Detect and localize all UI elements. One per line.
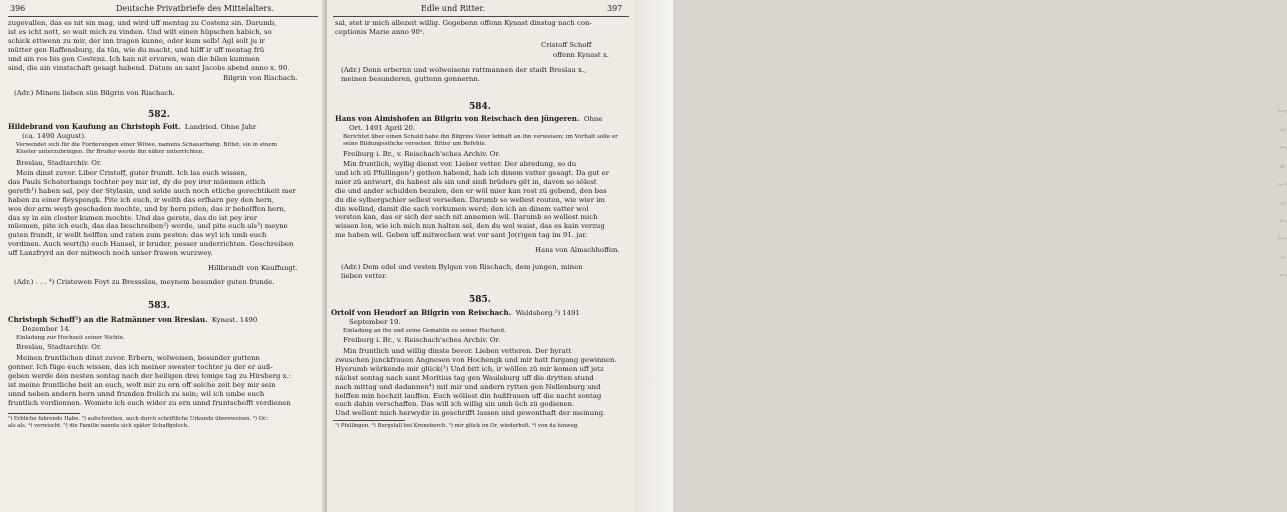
right-header-rule <box>333 16 629 17</box>
right-intro-text: sal, stet ir mich allezeit willig. Gegebenn offenn Kynast dinstag nach con- ceptionis Marie anno 90ᵒ. <box>335 19 592 36</box>
bleed-through-text: ʃ ꝛ ſ ꞩ ʃ ꝛ ſ ʃ ꝛ ſ <box>1277 110 1287 280</box>
letter-582-date: (ca. 1490 August). <box>22 132 87 140</box>
letter-584-source: Freiburg i. Br., v. Reischach'sches Archiv. Or. <box>343 150 501 158</box>
right-running-head: Edle und Ritter. <box>421 4 485 13</box>
left-running-head: Deutsche Privatbriefe des Mittelalters. <box>116 4 275 13</box>
letter-585-summary: Einladung an ihn und seine Gemahlin zu seiner Hochzeit. <box>343 328 507 334</box>
letter-582-number: 582. <box>148 110 170 120</box>
right-page <box>327 0 673 512</box>
letter-582-heading: Hildebrand von Kaufung an Christoph Foit. Landried. Ohne Jahr <box>8 122 257 131</box>
letter-582-summary: Verwendet sich für die Forderungen einer Witwe, namens Schauerbang. Bittet, sie in einem Kloster unterzubringen. Ihr Bruder werde ihn näher unterrichten. <box>16 142 278 156</box>
letter-584-date: Ort. 1491 April 20. <box>349 124 416 132</box>
letter-583-number: 583. <box>148 301 170 311</box>
letter-582-source: Breslau, Stadtarchiv. Or. <box>16 159 102 167</box>
letter-583-source: Breslau, Stadtarchiv. Or. <box>16 343 102 351</box>
letter-584-signature: Hans von Almschhoffen. <box>535 246 620 254</box>
right-intro-signature-place: offenn Kynast x. <box>553 51 609 59</box>
letter-584-address: (Adr.) Dem edel und vesten Bylgen von Rischach, dem jungen, minen lieben vetter. <box>341 263 583 280</box>
letter-583-heading: Christoph Schoff⁵) an die Ratmänner von Breslau. Kynast. 1490 <box>8 315 258 324</box>
letter-583-date: Dezember 14. <box>22 325 71 333</box>
left-intro-text: zugevallen, das es nit sin mag, und wird uff mentag zu Costenz sin. Darumb, ist es icht nott, so wait mich zu vinden. Und wilt einen hüpschen habich, so schick ettwenn zu mir, der inn tragen kunne, oder kum selb! Agl solt ju ir mütter gen Raffensburg, da tün, wie du macht, und hilff ir uff mentag frü und ain ros bis gen Costenz. Ich kan nit ervaren, wan die bilen kummen sind, die ain vinstschaft gesagt habend. Datum an sant Jacobs abend anno x. 90. <box>8 19 290 72</box>
right-margin-bleed <box>634 0 1287 512</box>
left-page <box>0 0 327 512</box>
right-page-number: 397 <box>607 4 623 13</box>
letter-585-source: Freiburg i. Br., v. Reischach'sches Archiv. Or. <box>343 336 501 344</box>
letter-584-summary: Berichtet über einen Schuld habe ihn Bilgrins Vater lebhaft an ihn verweisen; im Vorhalt solle er seine Bildungsstücke versehen. Bitter um Befehle. <box>343 134 618 148</box>
left-intro-signature: Bilgrin von Rischach. <box>223 74 298 82</box>
letter-584-body: Min fruntlich, wyllig dienst vor. Lieber vetter. Der abredung, so du und ich zü Pfullingen¹) gethon habend, hab ich dinem vatter gesagt. Da gut er mier zü antwurt, du habest als sin und sinß brüders gët in, davon so sölest die und ander schulden bezalen, den er wöl mier kan rost zü gebend, den bas du die sylbergschier sellest verseßen. Darumb so wellest routen, wie wier im din wellind, damit die sach vorkumen werd; den ich an dinem vatter wol verston kan, das er sich der sach nit annemen wil. Darumb so wellest mich wissen lon, wie ich mich nun halten sol, den du wol waist, das es kain verzug me haben wil. Geben uff mitwochen wst vor sant Jo(r)gen tag im 91. jar. <box>335 160 609 240</box>
left-intro-address: (Adr.) Minem lieben sün Bilgrin von Rischach. <box>14 89 175 97</box>
left-header-rule <box>8 16 318 17</box>
letter-584-heading: Hans von Almishofen an Bilgrin von Reischach den jüngeren. Ohne <box>335 114 603 123</box>
left-page-number: 396 <box>10 4 26 13</box>
right-intro-address: (Adr.) Denn erbernn und wolweisenn rattmannen der stadt Breslau x., meinen besunderen, guttenn gonnernn. <box>341 66 587 83</box>
letter-585-date: September 19. <box>349 318 401 326</box>
right-footnotes: ¹) Pfullingen. ²) Burgstall bei Kroneberch. ³) mir glück im Or. wiederholt. ⁴) von da hinweg. <box>335 423 579 429</box>
right-footnote-rule <box>333 420 405 421</box>
right-intro-signature-name: Cristoff Schoff <box>541 41 592 49</box>
letter-582-signature: Hillbrandt von Kauffungt. <box>208 264 298 272</box>
letter-585-number: 585. <box>469 295 491 305</box>
letter-585-heading: Ortolf von Heudorf an Bilgrin von Reischach. Waldsberg.²) 1491 <box>331 308 580 317</box>
letter-583-body: Meinen fruntlichen dinst zuvor. Erbern, wolweisen, besunder guttenn gonner. Ich füge euch wissen, das ich meiner swester tochter ju der er auß- geben werde den nesten sontag nach der heiligen drei tonige tag zu Hirsberg x.: ist meine fruntliche beit an euch, wolt mir zu ern off solche zeit bey mir sein unnd neben andern hern unnd frunden frolich zu sein; wil ich umbe euch fruntlich vordiennen. Womete ich euch wider zu ern unnd fruntschefft vordienen <box>8 354 292 407</box>
letter-585-body: Min fruntlich und willig dinste bevor. Lieben vetteren. Der hyratt zwuschen junckfrauen Angnesen von Hochengk und mir hatt furgang gewinnen. Hyerumb würkende mir glück(³) Und bitt ich, ir wöllen zü mir komen uff jetz nächst sontag nach sant Moritius tag gen Waulsburg uff die drytten stund nach mittag und dadannen⁴) mit mir und andern rytten gen Nellenburg und helffen min hochzit lauffen. Euch wöllest din hußfrauen uff die nacht sontag euch dahin verschaffen. Das will ich willig sin umb üch zü gedienen. Und wellent mich herwydir in geschrifft lassen und gewonthaft der meinung. <box>335 347 617 418</box>
left-footnote-rule <box>8 413 80 414</box>
letter-584-number: 584. <box>469 102 491 112</box>
letter-583-summary: Einladung zur Hochzeit seiner Nichte. <box>16 335 125 341</box>
letter-582-body: Mein dinst zuvor. Liber Cristoff, guter frundt. Ich las euch wissen, das Pauls Schaterbangs tochter pey mir ist, dy do pey irer müemen etlich gereth¹) haben sal, pey der Stylasin, und solde auch noch etliche gerechtikeit mer haben zu einer fleyspengk. Pite ich euch, ir wolth das erfharn pey den hern, wos der arm weyb geschaden mochte, und by hern piten, das ir beholffen hern, das sy in ein closter kumen mochte. Und das gerete, das do ist pey irer müemen, pite ich euch, das das beschreiben²) werde, und pite euch als³) meyne guten frundt, ir wellt helffen und raten zum pesten: das wyl ich umb euch vordinen. Auch wert(h) euch Hansel, ir bruder, pesser underrichten. Geschreiben uff Lanzfryrd an der mitwoch noch unser frawen wurzwey. <box>8 169 296 258</box>
letter-582-address: (Adr.) . . . ⁴) Cristowen Foyt zu Bressslau, meynem besunder guten frunde. <box>14 278 275 286</box>
left-footnotes: ¹) Erbliche fahrende Habe. ²) aufschreiben, auch durch schriftliche Urkunde übereweisen. ³) Or.: als als. ⁴) verwischt. ⁵) die Familie nannte sich später Schaffgotsch. <box>8 416 269 429</box>
